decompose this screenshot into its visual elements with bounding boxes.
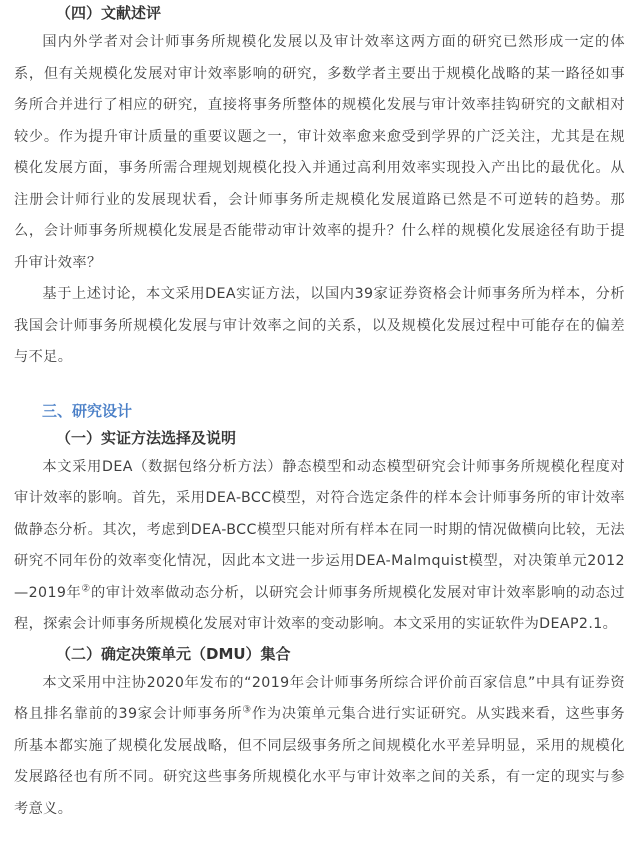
method-text-after: 的审计效率做动态分析，以研究会计师事务所规模化发展对审计效率影响的动态过程，探索会计师事务所规模化发展对审计效率的变动影响。本文采用的实证软件为DEAP2.1。 [14, 584, 625, 632]
dmu-set-paragraph [14, 668, 625, 826]
footnote-ref-2[interactable]: ② [81, 582, 92, 594]
literature-review-heading: （四）文献述评 [56, 4, 162, 22]
dmu-text-before: 本文采用中注协2020年发布的“2019年会计师事务所综合评价前百家信息”中具有证券资格且排名靠前的39家会计师事务所 [14, 674, 625, 722]
method-selection-paragraph [14, 452, 625, 641]
method-text-before: 本文采用DEA（数据包络分析方法）静态模型和动态模型研究会计师事务所规模化程度对审计效率的影响。首先，采用DEA-BCC模型，对符合选定条件的样本会计师事务所的审计效率做静态分析。其次，考虑到DEA-BCC模型只能对所有样本在同一时期的情况做横向比较，无法研究不同年份的效率变化情况，因此本文进一步运用DEA-Malmquist模型，对决策单元2012—2019年 [14, 458, 625, 601]
method-selection-heading: （一）实证方法选择及说明 [56, 428, 237, 447]
research-design-heading: 三、研究设计 [42, 401, 133, 420]
dmu-set-heading: （二）确定决策单元（DMU）集合 [56, 644, 291, 663]
section-spacer [14, 374, 625, 398]
literature-review-paragraph-2: 基于上述讨论，本文采用DEA实证方法，以国内39家证券资格会计师事务所为样本，分析我国会计师事务所规模化发展与审计效率之间的关系，以及规模化发展过程中可能存在的偏差与不足。 [14, 286, 625, 365]
footnote-ref-3[interactable]: ③ [242, 704, 252, 716]
literature-review-paragraph-1: 国内外学者对会计师事务所规模化发展以及审计效率这两方面的研究已然形成一定的体系，但有关规模化发展对审计效率影响的研究，多数学者主要出于规模化战略的某一路径如事务所合并进行了相应的研究，直接将事务所整体的规模化发展与审计效率挂钩研究的文献相对较少。作为提升审计质量的重要议题之一，审计效率愈来愈受到学界的广泛关注，尤其是在规模化发展方面，事务所需合理规划规模化投入并通过高利用效率实现投入产出比的最优化。从注册会计师行业的发展现状看，会计师事务所走规模化发展道路已然是不可逆转的趋势。那么，会计师事务所规模化发展是否能带动审计效率的提升？什么样的规模化发展途径有助于提升审计效率？ [14, 34, 625, 271]
dmu-text-after: 作为决策单元集合进行实证研究。从实践来看，这些事务所基本都实施了规模化发展战略，但不同层级事务所之间规模化水平差异明显，采用的规模化发展路径也有所不同。研究这些事务所规模化水平与审计效率之间的关系，有一定的现实与参考意义。 [14, 706, 625, 817]
